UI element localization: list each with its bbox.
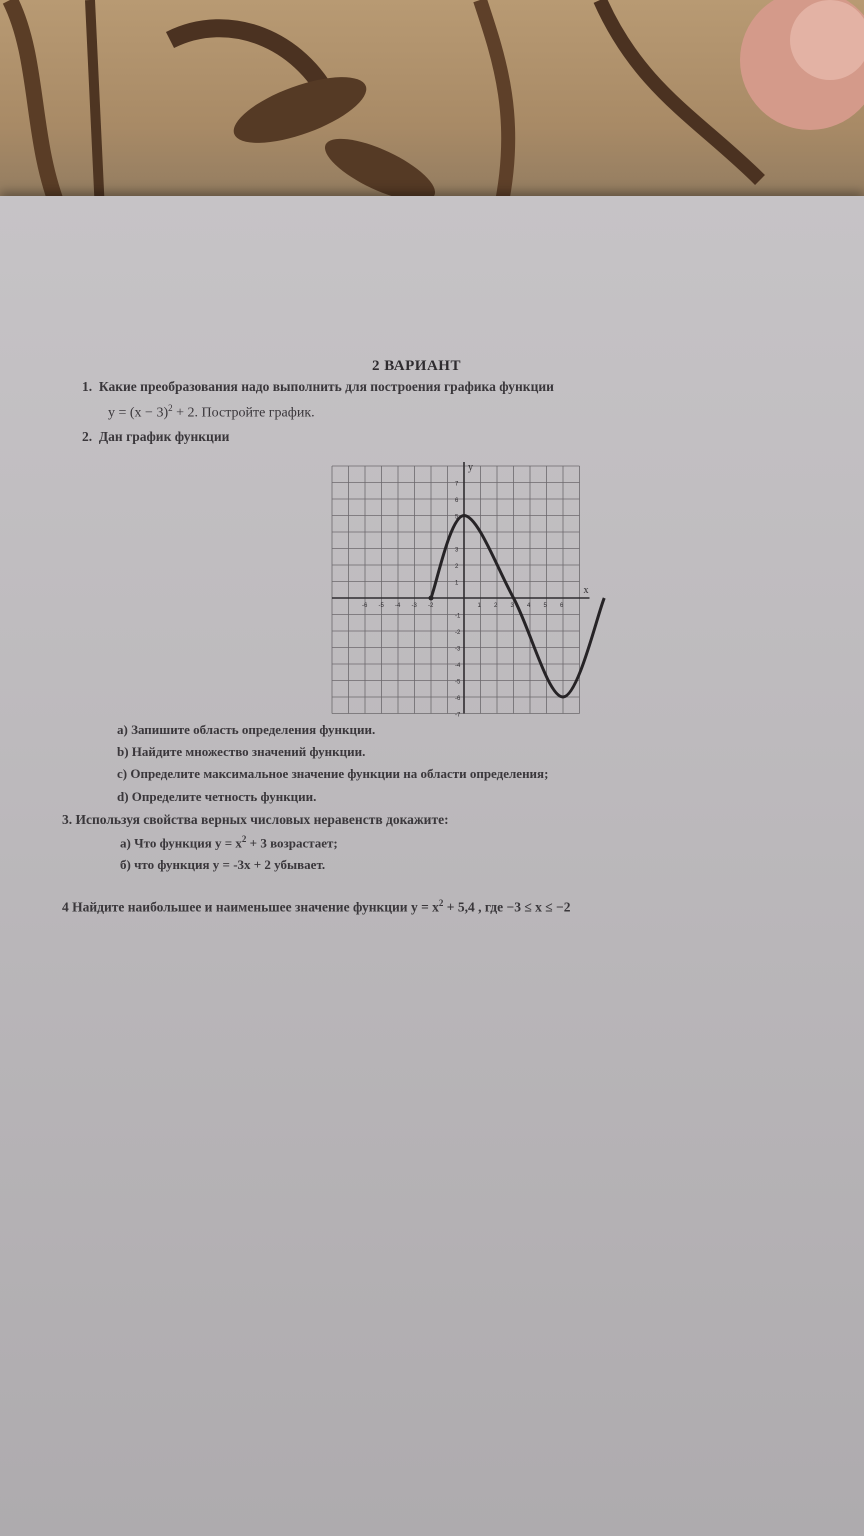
y-tick-label: 5 xyxy=(455,514,459,521)
background-wallpaper xyxy=(0,0,864,212)
x-tick-label: 2 xyxy=(494,603,498,609)
y-tick-label: -6 xyxy=(455,696,461,702)
x-tick-label: 3 xyxy=(510,603,514,609)
y-tick-label: -4 xyxy=(455,663,461,669)
q3-item-b: б) что функция y = -3x + 2 убывает. xyxy=(120,857,326,872)
x-tick-label: 1 xyxy=(477,603,481,609)
q2-text: 2. Дан график функции xyxy=(82,429,230,444)
x-tick-label: 6 xyxy=(560,603,564,609)
y-tick-label: -5 xyxy=(455,679,461,686)
y-tick-label: 3 xyxy=(455,547,459,554)
x-tick-label: -3 xyxy=(411,603,417,609)
q1-text: 1. Какие преобразования надо выполнить для построения графика функции xyxy=(82,379,554,394)
q2-item-c: c) Определите максимальное значение функции на области определения; xyxy=(117,766,549,781)
variant-title: 2 ВАРИАНТ xyxy=(372,358,461,374)
x-tick-label: 5 xyxy=(543,603,547,609)
y-tick-label: 7 xyxy=(455,481,459,488)
function-curve xyxy=(431,516,604,698)
q3-text: 3. Используя свойства верных числовых неравенств докажите: xyxy=(62,812,449,827)
x-tick-label: 4 xyxy=(527,603,531,609)
q4-text: 4 Найдите наибольшее и наименьшее значение функции $y = x^2 + 5,4$ , где −3 ≤ x ≤ −2 xyxy=(62,898,571,915)
y-tick-label: 6 xyxy=(455,498,459,504)
y-tick-label: -7 xyxy=(455,712,461,719)
curve-start-point xyxy=(429,596,434,601)
x-tick-label: -2 xyxy=(428,603,434,609)
x-tick-label: -5 xyxy=(378,603,384,609)
x-tick-label: -4 xyxy=(395,603,401,609)
y-axis-label: y xyxy=(468,462,473,473)
q2-item-b: b) Найдите множество значений функции. xyxy=(117,744,366,759)
y-tick-label: 1 xyxy=(455,580,459,587)
x-tick-label: -6 xyxy=(362,603,368,609)
function-graph xyxy=(326,460,616,719)
y-tick-label: -3 xyxy=(455,646,461,653)
x-axis-label: x xyxy=(583,585,589,596)
y-tick-label: -1 xyxy=(455,613,461,620)
q2-item-a: a) Запишите область определения функции. xyxy=(117,722,376,737)
q1-formula: $y = (x - 3)^2 + 2$. Постройте график. xyxy=(108,403,315,421)
q2-item-d: d) Определите четность функции. xyxy=(117,789,317,804)
y-tick-label: -2 xyxy=(455,630,461,636)
q3-item-a: а) Что функция $y = x^2 + 3$ возрастает; xyxy=(120,834,338,851)
y-tick-label: 2 xyxy=(455,564,459,570)
